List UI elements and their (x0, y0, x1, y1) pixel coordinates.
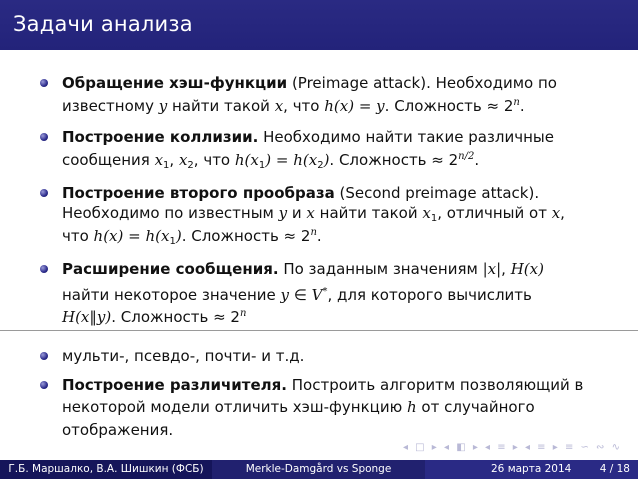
bullet-text: y (278, 204, 288, 222)
bullet-text: что (62, 227, 94, 245)
bullet-text: отображения. (62, 421, 174, 439)
bullet-text: Необходимо по известным (62, 204, 279, 222)
bullet-text: , что (283, 97, 325, 115)
bullet-text: h(x) = y (324, 97, 385, 115)
bullet-text: . Сложность ≈ 2 (384, 97, 514, 115)
bullet-text: h (406, 398, 417, 416)
bullet-item-line (62, 420, 173, 440)
bullet-text: . (474, 151, 480, 169)
bullet-item-line (62, 223, 322, 252)
footer-date: 26 марта 2014 (491, 463, 572, 475)
bullet-item-line (62, 282, 532, 305)
bullet-heading: 1 (163, 160, 170, 171)
bullet-heading: Обращение хэш-функции (62, 74, 288, 92)
slide-title-bar (0, 0, 638, 50)
footer-talk-title: Merkle-Damgård vs Sponge (212, 460, 425, 479)
bullet-item-line (62, 397, 535, 417)
bullet-text: x (306, 204, 315, 222)
bullet-heading: 1 (169, 236, 176, 247)
bullet-text: и (287, 204, 307, 222)
bullet-text: , (169, 151, 179, 169)
bullet-text: H(x‖y) (62, 308, 112, 326)
bullet-item-line (62, 147, 479, 176)
bullet-heading: 2 (317, 160, 324, 171)
bullet-icon (40, 352, 48, 360)
bullet-text: x (274, 97, 284, 115)
bullet-item-line (62, 304, 246, 327)
bullet-text: V (311, 286, 323, 304)
bullet-item-line (62, 375, 583, 395)
bullet-text: y (280, 286, 289, 304)
bullet-text: Построить алгоритм позволяющий в (287, 376, 584, 394)
bullet-text: h(x) = h(x (93, 227, 170, 245)
bullet-item-line (62, 346, 304, 366)
bullet-text: мульти-, псевдо-, почти- и т.д. (62, 347, 305, 365)
bullet-text: * (322, 286, 328, 297)
bullet-text: . (316, 227, 322, 245)
bullet-text: ) (323, 151, 330, 169)
bullet-text: (Second preimage attack). (334, 184, 540, 202)
bullet-item-line (62, 259, 544, 279)
bullet-text: ) = h(x (265, 151, 318, 169)
slide-title: Задачи анализа (13, 12, 193, 36)
bullet-text: от случайного (416, 398, 535, 416)
bullet-heading: 1 (258, 160, 266, 171)
bullet-item-line (62, 183, 539, 203)
bullet-text: . Сложность ≈ 2 (329, 151, 459, 169)
bullet-text: (Preimage attack). Необходимо по (287, 74, 557, 92)
bullet-item-line (62, 127, 554, 147)
bullet-heading: Построение коллизии. (62, 128, 259, 146)
bullet-text: n (513, 97, 520, 108)
bullet-icon (40, 189, 48, 197)
bullet-text: , (560, 204, 565, 222)
footer-authors: Г.Б. Маршалко, В.А. Шишкин (ФСБ) (0, 460, 212, 479)
bullet-text: , что (193, 151, 235, 169)
bullet-text: найти такой (314, 204, 423, 222)
bullet-item-line (62, 93, 525, 116)
bullet-text: найти такой (167, 97, 275, 115)
bullet-text: , отличный от (437, 204, 552, 222)
footer-page-number: 4 / 18 (599, 463, 630, 475)
bullet-text: h(x (234, 151, 259, 169)
bullet-text: ∈ (289, 286, 312, 304)
bullet-icon (40, 265, 48, 273)
bullet-heading: 1 (430, 213, 438, 224)
bullet-text: сообщения (62, 151, 155, 169)
bullet-text: x (422, 204, 431, 222)
footer (0, 460, 638, 479)
bullet-text: , (501, 260, 511, 278)
bullet-text: n/2 (458, 151, 475, 162)
bullet-text: |x| (482, 260, 502, 278)
bullet-text: , для которого вычислить (327, 286, 532, 304)
divider-line (0, 330, 638, 331)
bullet-text: x (551, 204, 561, 222)
bullet-icon (40, 133, 48, 141)
footer-date-page (425, 460, 638, 479)
bullet-text: x (178, 151, 188, 169)
bullet-item-line (62, 73, 557, 93)
bullet-heading: Расширение сообщения. (62, 260, 279, 278)
bullet-text: известному (62, 97, 159, 115)
bullet-text: x (154, 151, 164, 169)
bullet-text: n (310, 227, 317, 238)
bullet-text: некоторой модели отличить хэш-функцию (62, 398, 407, 416)
bullet-heading: Построение второго прообраза (62, 184, 335, 202)
bullet-text: n (239, 308, 247, 319)
bullet-text: По заданным значениям (278, 260, 483, 278)
bullet-text: . Сложность ≈ 2 (181, 227, 311, 245)
bullet-icon (40, 79, 48, 87)
beamer-navigation-icons[interactable]: ◂ □ ▸ ◂ ◧ ▸ ◂ ≡ ▸ ◂ ≡ ▸ ≡ ∽ ∾ ∿ (402, 442, 622, 453)
bullet-heading: Построение различителя. (62, 376, 287, 394)
bullet-text: Необходимо найти такие различные (258, 128, 554, 146)
bullet-icon (40, 381, 48, 389)
bullet-text: . Сложность ≈ 2 (111, 308, 240, 326)
bullet-text: . (519, 97, 525, 115)
bullet-text: найти некоторое значение (62, 286, 281, 304)
bullet-text: y (158, 97, 168, 115)
bullet-text: ) (175, 227, 182, 245)
bullet-text: H(x) (510, 260, 544, 278)
bullet-heading: 2 (187, 160, 194, 171)
